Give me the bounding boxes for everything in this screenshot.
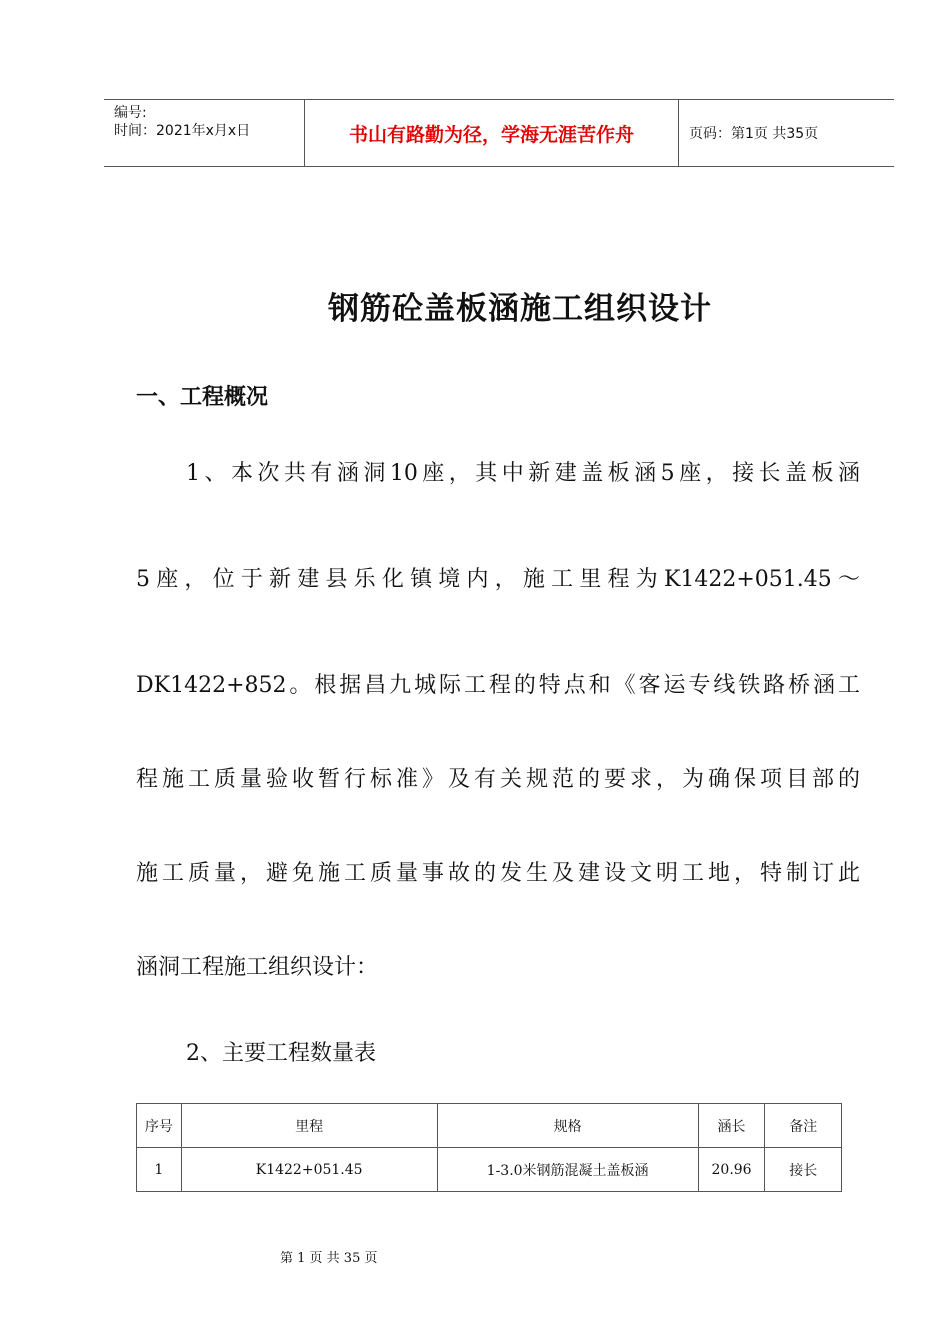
cell-index: 1: [137, 1148, 182, 1192]
cell-spec: 1-3.0米钢筋混凝土盖板涵: [437, 1148, 698, 1192]
paragraph-line: 施工质量，避免施工质量事故的发生及建设文明工地，特制订此: [136, 861, 860, 886]
code-label: 编号:: [114, 105, 147, 121]
header-cell-spec: 规格: [437, 1104, 698, 1148]
paragraph-line: 5座，位于新建县乐化镇境内，施工里程为K1422+051.45～: [136, 567, 860, 592]
header-cell-mileage: 里程: [181, 1104, 437, 1148]
document-title: 钢筋砼盖板涵施工组织设计: [328, 291, 712, 327]
cell-remark: 接长: [765, 1148, 842, 1192]
page-header: [104, 99, 894, 167]
page-footer: 第 1 页 共 35 页: [280, 1251, 378, 1266]
cell-mileage: K1422+051.45: [181, 1148, 437, 1192]
header-cell-remark: 备注: [765, 1104, 842, 1148]
header-cell-index: 序号: [137, 1104, 182, 1148]
cell-length: 20.96: [698, 1148, 765, 1192]
time-label: 时间：2021年x月x日: [114, 123, 251, 139]
paragraph-line: 程施工质量验收暂行标准》及有关规范的要求，为确保项目部的: [136, 767, 860, 792]
subsection-heading: 2、主要工程数量表: [186, 1041, 376, 1066]
paragraph-line: 1、本次共有涵洞10座，其中新建盖板涵5座，接长盖板涵: [186, 461, 860, 486]
header-motto: 书山有路勤为径，学海无涯苦作舟: [305, 100, 679, 166]
header-page-label: 页码：第1页 共35页: [689, 126, 819, 142]
paragraph-line: 涵洞工程施工组织设计：: [136, 955, 379, 980]
paragraph-line: DK1422+852。根据昌九城际工程的特点和《客运专线铁路桥涵工: [136, 673, 860, 698]
table-row: [137, 1148, 842, 1192]
section-heading: 一、工程概况: [136, 384, 269, 410]
quantity-table: [136, 1103, 842, 1192]
header-meta: [104, 100, 305, 166]
header-cell-length: 涵长: [698, 1104, 765, 1148]
table-header-row: [137, 1104, 842, 1148]
